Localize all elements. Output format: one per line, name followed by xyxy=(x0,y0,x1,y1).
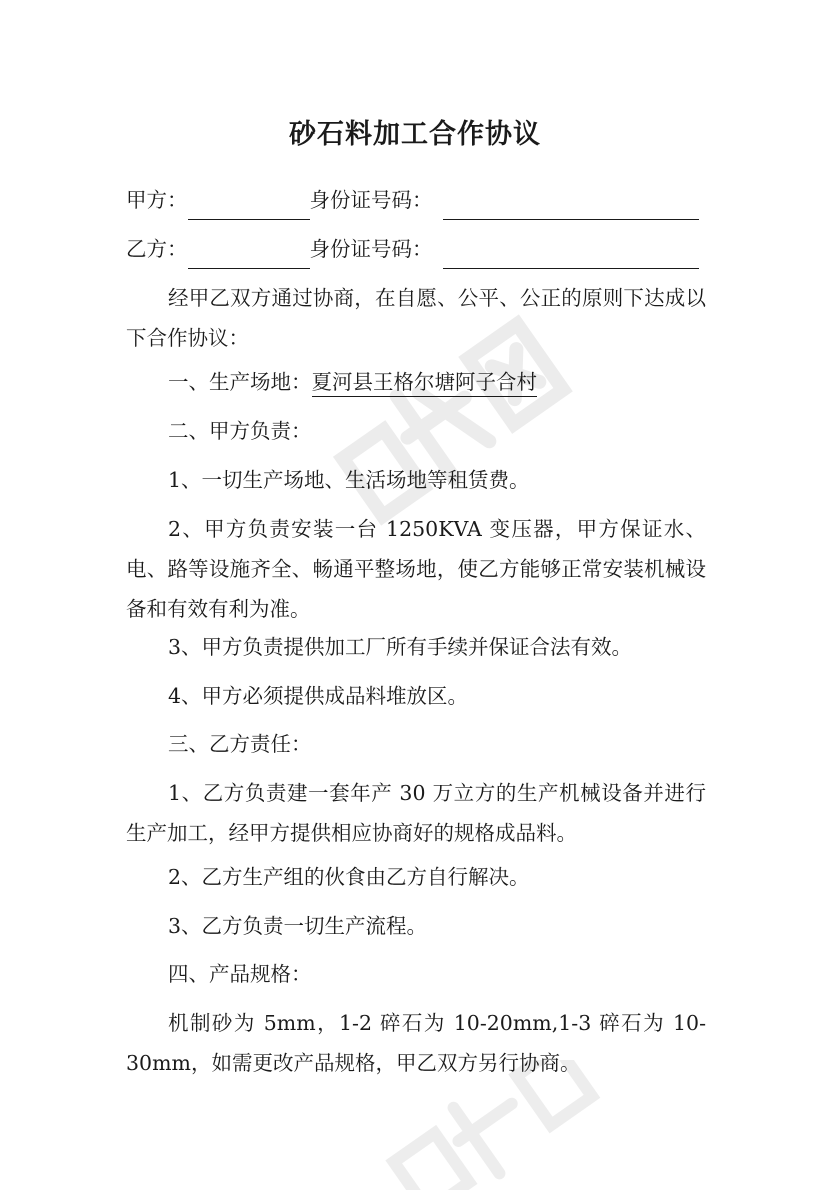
party-b-id-label: 身份证号码： xyxy=(309,237,433,261)
section1-value: 夏河县王格尔塘阿子合村 xyxy=(312,370,538,397)
section3-heading: 三、乙方责任： xyxy=(168,732,312,756)
section1-label: 一、生产场地： xyxy=(168,370,312,394)
section3-item-3: 3、乙方负责一切生产流程。 xyxy=(168,914,428,938)
section4-text: 机制砂为 5mm，1-2 碎石为 10-20mm,1-3 碎石为 10-30mm，如需更改产品规格，甲乙双方另行协商。 xyxy=(126,1011,706,1075)
party-a-id-blank[interactable] xyxy=(443,191,699,220)
section2-item-3: 3、甲方负责提供加工厂所有手续并保证合法有效。 xyxy=(168,635,633,659)
section3-item-2: 2、乙方生产组的伙食由乙方自行解决。 xyxy=(168,865,530,889)
party-b-label: 乙方： xyxy=(126,237,188,261)
party-a-id-label: 身份证号码： xyxy=(309,188,433,212)
party-a-row xyxy=(126,180,708,220)
section2-item-4: 4、甲方必须提供成品料堆放区。 xyxy=(168,684,469,708)
party-b-id-blank[interactable] xyxy=(443,240,699,269)
section2-item-2: 2、甲方负责安装一台 1250KVA 变压器，甲方保证水、电、路等设施齐全、畅通平整场地，使乙方能够正常安装机械设备和有效有利为准。 xyxy=(126,517,706,621)
party-a-name-blank[interactable] xyxy=(188,191,310,220)
intro-paragraph: 经甲乙双方通过协商，在自愿、公平、公正的原则下达成以下合作协议： xyxy=(126,286,706,350)
section3-item-1: 1、乙方负责建一套年产 30 万立方的生产机械设备并进行生产加工，经甲方提供相应协商好的规格成品料。 xyxy=(126,781,706,845)
party-b-row xyxy=(126,229,708,269)
section1-row xyxy=(126,362,750,402)
section4-heading: 四、产品规格： xyxy=(168,962,312,986)
party-b-name-blank[interactable] xyxy=(188,240,310,269)
document-title: 砂石料加工合作协议 xyxy=(289,119,541,150)
party-a-label: 甲方： xyxy=(126,188,188,212)
section2-item-1: 1、一切生产场地、生活场地等租赁费。 xyxy=(168,468,530,492)
section2-heading: 二、甲方负责： xyxy=(168,419,312,443)
